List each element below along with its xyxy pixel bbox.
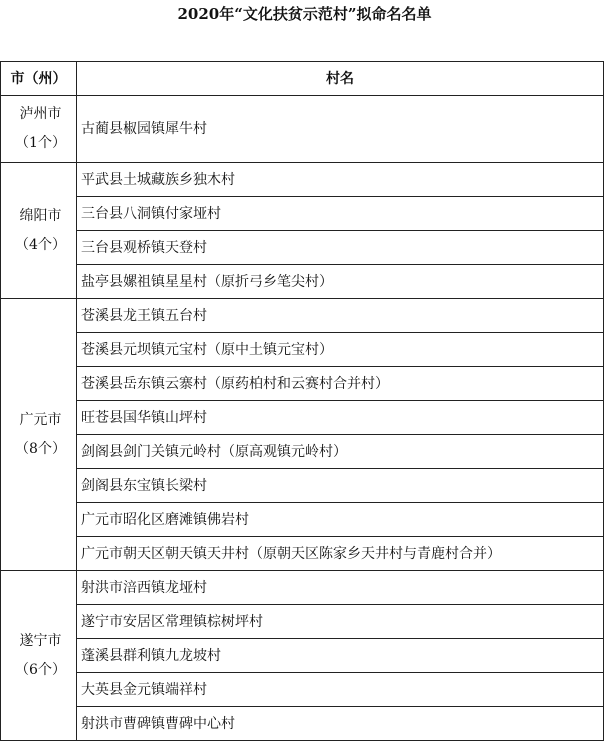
city-cell: [1, 571, 77, 741]
table-row: [1, 503, 604, 537]
city-name: 绵阳市: [19, 207, 62, 224]
village-cell: 剑阁县东宝镇长梁村: [77, 469, 604, 503]
city-name: 泸州市: [19, 106, 62, 122]
village-cell: 旺苍县国华镇山坪村: [77, 401, 604, 435]
table-row: [1, 163, 604, 197]
table-row: [1, 673, 604, 707]
village-cell: 三台县八洞镇付家垭村: [77, 197, 604, 231]
village-cell: 射洪市涪西镇龙垭村: [77, 571, 604, 605]
table-row: [1, 231, 604, 265]
header-row: [1, 62, 604, 96]
city-count: （8个）: [15, 440, 66, 457]
table-row: [1, 435, 604, 469]
table-row: [1, 401, 604, 435]
city-name: 遂宁市: [19, 632, 62, 649]
city-count: （4个）: [15, 236, 66, 253]
header-village: 村名: [77, 62, 604, 96]
city-count: （6个）: [15, 661, 66, 678]
village-cell: 三台县观桥镇天登村: [77, 231, 604, 265]
page-title: 2020年“文化扶贫示范村”拟命名名单: [177, 5, 432, 23]
village-cell: 大英县金元镇端祥村: [77, 673, 604, 707]
village-cell: 古蔺县椒园镇犀牛村: [77, 96, 604, 163]
table-row: [1, 299, 604, 333]
village-cell: 广元市朝天区朝天镇天井村（原朝天区陈家乡天井村与青鹿村合并）: [77, 537, 604, 571]
village-cell: 蓬溪县群利镇九龙坡村: [77, 639, 604, 673]
village-cell: 剑阁县剑门关镇元岭村（原高观镇元岭村）: [77, 435, 604, 469]
header-city: 市（州）: [1, 62, 77, 96]
city-cell: [1, 163, 77, 299]
table-row: [1, 333, 604, 367]
village-cell: 苍溪县元坝镇元宝村（原中土镇元宝村）: [77, 333, 604, 367]
village-cell: 盐亭县嫘祖镇星星村（原折弓乡笔尖村）: [77, 265, 604, 299]
village-cell: 苍溪县岳东镇云寨村（原药柏村和云赛村合并村）: [77, 367, 604, 401]
table-row: [1, 367, 604, 401]
village-table: [0, 61, 604, 741]
city-cell: [1, 299, 77, 571]
village-cell: 射洪市曹碑镇曹碑中心村: [77, 707, 604, 741]
table-row: [1, 639, 604, 673]
village-cell: 遂宁市安居区常理镇棕树坪村: [77, 605, 604, 639]
table-row: [1, 707, 604, 741]
village-cell: 广元市昭化区磨滩镇佛岩村: [77, 503, 604, 537]
city-name: 广元市: [19, 411, 62, 428]
city-count: （1个）: [15, 135, 66, 151]
table-row: [1, 571, 604, 605]
table-row: [1, 197, 604, 231]
village-cell: 平武县土城藏族乡独木村: [77, 163, 604, 197]
table-row: [1, 265, 604, 299]
table-row: [1, 469, 604, 503]
city-cell: [1, 96, 77, 163]
table-row: [1, 537, 604, 571]
village-cell: 苍溪县龙王镇五台村: [77, 299, 604, 333]
table-row: [1, 605, 604, 639]
